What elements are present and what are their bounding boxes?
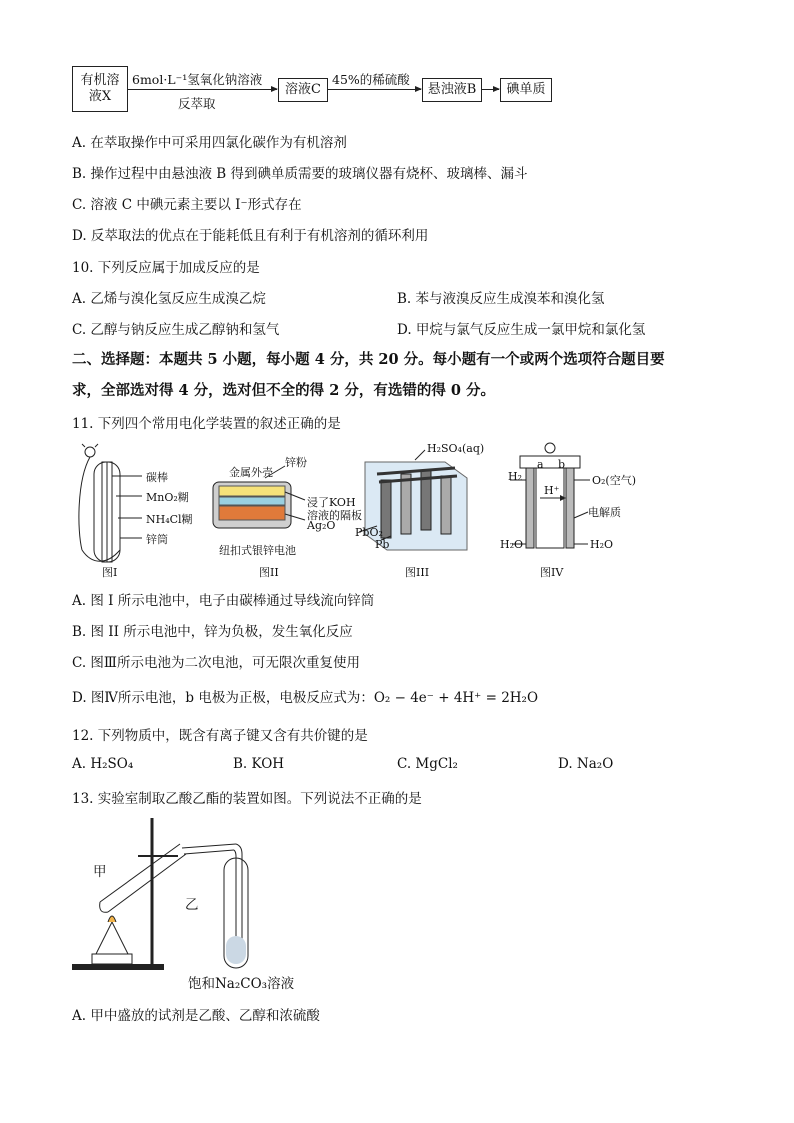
fig4-label-a: a (537, 458, 544, 471)
q11-option-a: A. 图 I 所示电池中，电子由碳棒通过导线流向锌筒 (72, 593, 375, 609)
q12-option-a: A. H₂SO₄ (72, 756, 134, 772)
q9-option-c: C. 溶液 C 中碘元素主要以 I⁻形式存在 (72, 197, 302, 213)
q11-figure-1-dry-cell (72, 440, 202, 580)
fig4-label-electrolyte: 电解质 (588, 506, 621, 519)
q11-figure-2-button-cell (205, 440, 362, 580)
fig4-label-h2o-left: H₂O (500, 538, 524, 551)
ester-apparatus-drawing (72, 814, 332, 992)
fig2-subtitle: 纽扣式银锌电池 (219, 544, 296, 557)
flow-box-solution-c: 溶液C (278, 78, 328, 102)
flow-box-iodine: 碘单质 (500, 78, 552, 102)
flow-box-x-line2: 液X (88, 89, 112, 104)
q12-option-b: B. KOH (233, 756, 285, 772)
q10-option-a: A. 乙烯与溴化氢反应生成溴乙烷 (72, 291, 266, 307)
fig4-label-h-plus: H⁺ (544, 484, 560, 497)
q10-option-b: B. 苯与液溴反应生成溴苯和溴化氢 (397, 291, 605, 307)
q10-stem: 10. 下列反应属于加成反应的是 (72, 260, 260, 276)
fig2-label-ag2o: Ag₂O (307, 519, 336, 532)
flow-box-suspension-b: 悬浊液B (422, 78, 482, 102)
q12-option-c: C. MgCl₂ (397, 756, 458, 772)
q11-option-c: C. 图Ⅲ所示电池为二次电池，可无限次重复使用 (72, 655, 360, 671)
fig2-caption: 图II (259, 566, 279, 579)
lead-acid-drawing (355, 440, 490, 580)
flow-box-x-line1: 有机溶 (80, 73, 120, 88)
fig4-caption: 图IV (540, 566, 564, 579)
q11-option-d: D. 图Ⅳ所示电池，b 电极为正极，电极反应式为：O₂ − 4e⁻ + 4H⁺ = 2H₂O (72, 690, 539, 706)
fig3-label-h2so4: H₂SO₄(aq) (427, 442, 485, 455)
fuel-cell-drawing (500, 440, 660, 580)
q13-ester-apparatus-figure (72, 814, 332, 992)
q10-option-d: D. 甲烷与氯气反应生成一氯甲烷和氯化氢 (397, 322, 646, 338)
section2-instructions-line2: 求，全部选对得 4 分，选对但不全的得 2 分，有选错的得 0 分。 (72, 382, 496, 399)
fig1-label-carbon-rod: 碳棒 (146, 471, 168, 484)
fig3-caption: 图III (405, 566, 430, 579)
q11-figure-3-lead-acid (355, 440, 490, 580)
q9-option-a: A. 在萃取操作中可采用四氯化碳作为有机溶剂 (72, 135, 347, 151)
q11-figure-4-fuel-cell (500, 440, 660, 580)
flow-arrow-2 (327, 89, 421, 90)
fig3-label-pbo2: PbO₂ (355, 526, 383, 539)
fig2-label-separator: 溶液的隔板 (307, 509, 362, 522)
q9-option-b: B. 操作过程中由悬浊液 B 得到碘单质需要的玻璃仪器有烧杯、玻璃棒、漏斗 (72, 166, 528, 182)
fig3-label-pb: Pb (375, 538, 390, 551)
q11-stem: 11. 下列四个常用电化学装置的叙述正确的是 (72, 416, 341, 432)
q12-option-d: D. Na₂O (558, 756, 614, 772)
fig1-label-mno2-paste: MnO₂糊 (146, 491, 189, 504)
q12-stem: 12. 下列物质中，既含有离子键又含有共价键的是 (72, 728, 368, 744)
q13-option-a: A. 甲中盛放的试剂是乙酸、乙醇和浓硫酸 (72, 1008, 320, 1024)
flow-box-organic-solution (72, 66, 128, 112)
q10-option-c: C. 乙醇与钠反应生成乙醇钠和氢气 (72, 322, 280, 338)
flow-arrow1-bottom-label: 反萃取 (178, 96, 216, 111)
flow-arrow1-top-label: 6mol·L⁻¹氢氧化钠溶液 (132, 72, 263, 87)
fig2-label-zinc-powder: 锌粉 (285, 456, 307, 469)
q11-option-b: B. 图 II 所示电池中，锌为负极，发生氧化反应 (72, 624, 353, 640)
fig1-label-nh4cl-paste: NH₄Cl糊 (146, 513, 193, 526)
section2-instructions-line1: 二、选择题：本题共 5 小题，每小题 4 分，共 20 分。每小题有一个或两个选项符合题目要 (72, 351, 665, 368)
flow-arrow-3 (481, 89, 499, 90)
fig1-caption: 图I (102, 566, 118, 579)
flow-arrow2-top-label: 45%的稀硫酸 (332, 72, 410, 87)
q13-label-jia: 甲 (93, 864, 107, 880)
fig4-label-o2-air: O₂(空气) (592, 474, 637, 487)
fig1-label-zinc-can: 锌筒 (146, 533, 168, 546)
fig4-label-h2o-right: H₂O (590, 538, 614, 551)
q13-label-saturated-na2co3: 饱和Na₂CO₃溶液 (188, 976, 295, 992)
fig2-label-metal-shell: 金属外壳 (229, 466, 273, 479)
q13-stem: 13. 实验室制取乙酸乙酯的装置如图。下列说法不正确的是 (72, 791, 422, 807)
dry-cell-drawing (72, 440, 202, 580)
fig4-label-b: b (558, 458, 566, 471)
fig2-label-koh-soaked: 浸了KOH (307, 496, 356, 509)
flow-arrow-1 (127, 89, 277, 90)
q13-label-yi: 乙 (185, 897, 199, 913)
q9-option-d: D. 反萃取法的优点在于能耗低且有利于有机溶剂的循环利用 (72, 228, 429, 244)
fig4-label-h2-in: H₂ (508, 470, 523, 483)
